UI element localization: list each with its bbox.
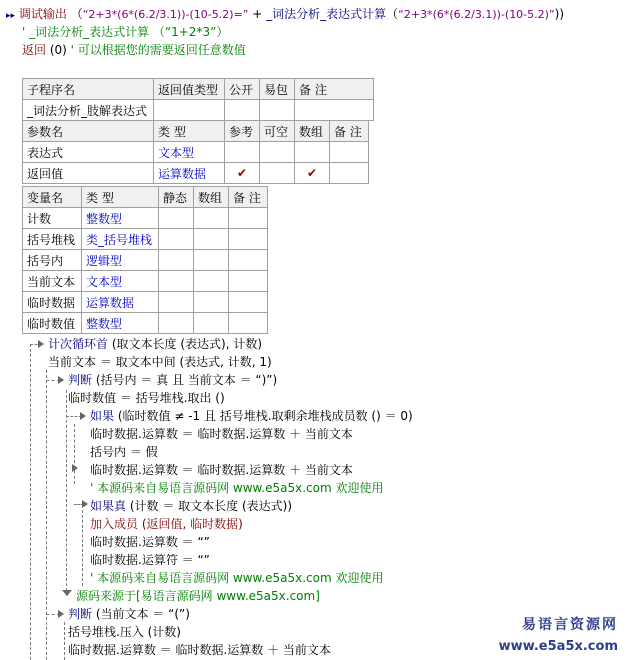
flow-line xyxy=(64,622,65,660)
flow-line xyxy=(66,390,67,596)
code-line[interactable] xyxy=(68,390,225,406)
flow-arrow-icon xyxy=(80,412,86,420)
code-line-return[interactable] xyxy=(22,42,246,58)
var-static-cell[interactable] xyxy=(159,313,194,334)
var-static-cell[interactable] xyxy=(159,208,194,229)
col-header: 备 注 xyxy=(229,187,268,208)
code-text: 临时数据.运算数 ＝ 临时数据.运算数 ＋ 当前文本 xyxy=(90,463,353,477)
var-name-cell[interactable]: 计数 xyxy=(23,208,82,229)
code-line-comment[interactable]: ' _词法分析_表达式计算 （“1+2*3”） xyxy=(22,25,229,39)
flow-line xyxy=(82,510,83,586)
code-line[interactable] xyxy=(68,624,181,640)
param-ref-cell[interactable] xyxy=(225,142,260,163)
param-remark-cell[interactable] xyxy=(330,163,369,184)
flow-arrow-icon xyxy=(82,500,88,508)
code-text: (取文本长度 (表达式), 计数) xyxy=(108,337,263,351)
flow-arrow-icon xyxy=(58,610,64,618)
var-type-cell[interactable]: 运算数据 xyxy=(82,292,159,313)
argument: (0) xyxy=(49,43,67,57)
watermark-logo: 易语言资源网 xyxy=(522,617,618,633)
var-static-cell[interactable] xyxy=(159,292,194,313)
code-text: (当前文本 ＝ “(”) xyxy=(92,607,190,621)
code-text: 临时数据.运算数 ＝ 临时数据.运算数 ＋ 当前文本 xyxy=(90,427,353,441)
fn-name: 调试输出 xyxy=(18,7,67,21)
param-name-cell[interactable]: 表达式 xyxy=(23,142,154,163)
check-icon[interactable]: ✔ xyxy=(295,163,330,184)
variable-table xyxy=(22,186,268,334)
code-line[interactable] xyxy=(90,552,210,568)
code-line[interactable] xyxy=(48,354,272,370)
code-line[interactable] xyxy=(90,498,292,514)
var-static-cell[interactable] xyxy=(159,271,194,292)
col-header: 易包 xyxy=(260,79,295,100)
var-name-cell[interactable]: 临时数值 xyxy=(23,313,82,334)
remark-cell[interactable] xyxy=(295,100,374,121)
var-name-cell[interactable]: 括号内 xyxy=(23,250,82,271)
var-name-cell[interactable]: 括号堆栈 xyxy=(23,229,82,250)
code-text: 括号内 ＝ 假 xyxy=(90,445,158,459)
col-header: 静态 xyxy=(159,187,194,208)
string-literal: “2+3*(6*(6.2/3.1))-(10-5.2)” xyxy=(398,8,555,21)
code-line[interactable] xyxy=(68,642,331,658)
return-type-cell[interactable] xyxy=(154,100,225,121)
var-remark-cell[interactable] xyxy=(229,292,268,313)
param-null-cell[interactable] xyxy=(260,142,295,163)
keyword: 判断 xyxy=(68,607,93,621)
code-line[interactable] xyxy=(68,372,277,388)
subroutine-name-cell[interactable]: _词法分析_肢解表达式 xyxy=(23,100,154,121)
paren: )) xyxy=(554,7,565,21)
code-line[interactable] xyxy=(90,444,158,460)
code-text: 临时数据.运算数 ＝ 临时数据.运算数 ＋ 当前文本 xyxy=(68,643,331,657)
code-text: (临时数值 ≠ -1 且 括号堆栈.取剩余堆栈成员数 () ＝ 0) xyxy=(114,409,413,423)
col-header: 可空 xyxy=(260,121,295,142)
code-line[interactable] xyxy=(90,426,353,442)
var-type-cell[interactable]: 类_括号堆栈 xyxy=(82,229,159,250)
keyword: 计次循环首 xyxy=(48,337,109,351)
paren: （ xyxy=(386,7,399,21)
code-text: 临时数据.运算数 ＝ “” xyxy=(90,535,210,549)
code-line[interactable] xyxy=(90,534,210,550)
flow-arrow-icon xyxy=(38,340,44,348)
var-name-cell[interactable]: 临时数据 xyxy=(23,292,82,313)
param-remark-cell[interactable] xyxy=(330,142,369,163)
var-array-cell[interactable] xyxy=(194,208,229,229)
flow-line xyxy=(30,344,31,660)
code-line-debug-output[interactable] xyxy=(6,6,564,22)
var-remark-cell[interactable] xyxy=(229,250,268,271)
string-literal: “2+3*(6*(6.2/3.1))-(10-5.2)=” xyxy=(82,8,249,21)
var-static-cell[interactable] xyxy=(159,250,194,271)
code-line[interactable] xyxy=(90,462,353,478)
flow-line xyxy=(46,370,47,660)
var-static-cell[interactable] xyxy=(159,229,194,250)
fn-call: _词法分析_表达式计算 xyxy=(266,7,387,21)
paren: （ xyxy=(70,7,83,21)
code-line-comment[interactable]: ' 本源码来自易语言源码网 www.e5a5x.com 欢迎使用 xyxy=(90,571,384,585)
col-header: 公开 xyxy=(225,79,260,100)
col-header: 数组 xyxy=(194,187,229,208)
code-line[interactable] xyxy=(48,336,262,352)
col-header: 返回值类型 xyxy=(154,79,225,100)
code-text: 加入成员 (返回值, 临时数据) xyxy=(90,517,243,531)
code-line[interactable] xyxy=(90,516,243,532)
keyword: 如果 xyxy=(90,409,115,423)
code-text: 当前文本 ＝ 取文本中间 (表达式, 计数, 1) xyxy=(48,355,272,369)
var-type-cell[interactable]: 整数型 xyxy=(82,208,159,229)
col-header: 数组 xyxy=(295,121,330,142)
col-header: 参考 xyxy=(225,121,260,142)
var-remark-cell[interactable] xyxy=(229,313,268,334)
col-header: 类 型 xyxy=(82,187,159,208)
param-array-cell[interactable] xyxy=(295,142,330,163)
var-array-cell[interactable] xyxy=(194,313,229,334)
package-cell[interactable] xyxy=(260,100,295,121)
param-table xyxy=(22,120,369,184)
var-name-cell[interactable]: 当前文本 xyxy=(23,271,82,292)
var-remark-cell[interactable] xyxy=(229,208,268,229)
keyword: 如果真 xyxy=(90,499,127,513)
flow-arrow-icon xyxy=(72,464,78,472)
param-type-cell[interactable]: 运算数据 xyxy=(154,163,225,184)
col-header: 备 注 xyxy=(330,121,369,142)
var-array-cell[interactable] xyxy=(194,250,229,271)
param-name-cell[interactable]: 返回值 xyxy=(23,163,154,184)
code-text: (计数 ＝ 取文本长度 (表达式)) xyxy=(126,499,293,513)
code-text: (括号内 ＝ 真 且 当前文本 ＝ “)”) xyxy=(92,373,278,387)
flow-arrow-down-icon xyxy=(62,590,72,596)
code-line-comment[interactable]: ' 本源码来自易语言源码网 www.e5a5x.com 欢迎使用 xyxy=(90,481,384,495)
var-type-cell[interactable]: 逻辑型 xyxy=(82,250,159,271)
watermark-url: www.e5a5x.com xyxy=(498,639,618,654)
code-text: 括号堆栈.压入 (计数) xyxy=(68,625,181,639)
code-text: 临时数据.运算符 ＝ “” xyxy=(90,553,210,567)
code-line-comment[interactable]: 源码来源于[易语言源码网 www.e5a5x.com] xyxy=(76,589,320,603)
col-header: 参数名 xyxy=(23,121,154,142)
var-array-cell[interactable] xyxy=(194,229,229,250)
flow-arrow-icon xyxy=(58,376,64,384)
subroutine-table xyxy=(22,78,374,121)
col-header: 备 注 xyxy=(295,79,374,100)
var-remark-cell[interactable] xyxy=(229,229,268,250)
var-array-cell[interactable] xyxy=(194,292,229,313)
comment: ' 可以根据您的需要返回任意数值 xyxy=(70,43,246,57)
var-array-cell[interactable] xyxy=(194,271,229,292)
col-header: 子程序名 xyxy=(23,79,154,100)
flow-line xyxy=(74,424,75,484)
param-type-cell[interactable]: 文本型 xyxy=(154,142,225,163)
var-type-cell[interactable]: 文本型 xyxy=(82,271,159,292)
code-line[interactable] xyxy=(68,606,190,622)
param-null-cell[interactable] xyxy=(260,163,295,184)
operator: + xyxy=(248,7,267,21)
expand-marker-icon[interactable]: ▸▸ xyxy=(6,11,16,21)
var-type-cell[interactable]: 整数型 xyxy=(82,313,159,334)
code-line[interactable] xyxy=(90,408,413,424)
code-text: 临时数值 ＝ 括号堆栈.取出 () xyxy=(68,391,225,405)
var-remark-cell[interactable] xyxy=(229,271,268,292)
col-header: 变量名 xyxy=(23,187,82,208)
keyword: 返回 xyxy=(22,43,47,57)
col-header: 类 型 xyxy=(154,121,225,142)
public-cell[interactable] xyxy=(225,100,260,121)
keyword: 判断 xyxy=(68,373,93,387)
check-icon[interactable]: ✔ xyxy=(225,163,260,184)
